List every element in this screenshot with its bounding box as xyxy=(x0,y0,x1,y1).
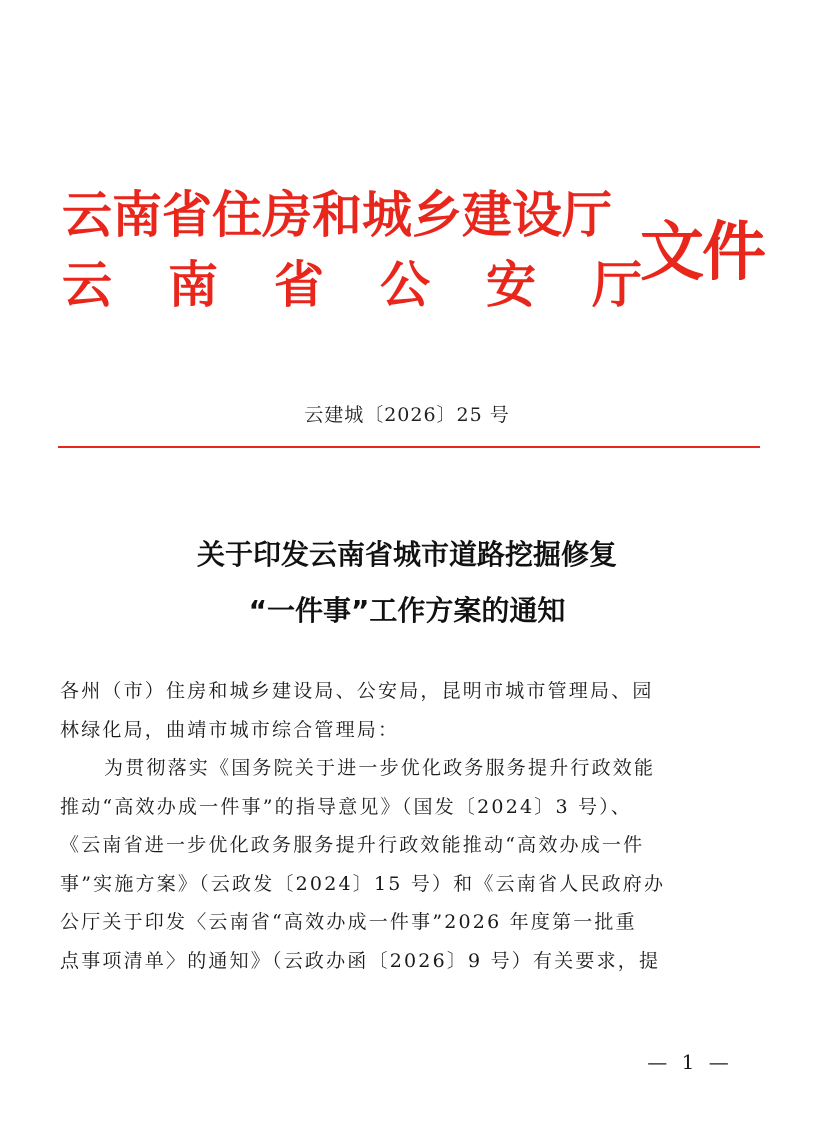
body-line: 点事项清单〉的通知》（云政办函〔2026〕9 号）有关要求，提 xyxy=(60,949,661,972)
red-separator-rule xyxy=(58,446,760,448)
issuer-char: 安 xyxy=(486,255,536,314)
body-line: 公厅关于印发〈云南省“高效办成一件事”2026 年度第一批重 xyxy=(60,911,637,933)
issuer-header xyxy=(62,185,762,335)
issuer-char: 省 xyxy=(274,255,324,314)
title-line: “一件事”工作方案的通知 xyxy=(248,594,566,627)
body-line: 推动“高效办成一件事”的指导意见》（国发〔2024〕3 号）、 xyxy=(60,795,633,818)
issuer-public-security-department xyxy=(62,255,642,315)
body-line: 各州（市）住房和城乡建设局、公安局，昆明市城市管理局、园 xyxy=(60,680,654,702)
body-line: 为贯彻落实《国务院关于进一步优化政务服务提升行政效能 xyxy=(104,757,656,779)
title-line: 关于印发云南省城市道路挖掘修复 xyxy=(196,538,617,571)
issuer-char: 南 xyxy=(168,255,218,314)
page-number: — 1 — xyxy=(647,1050,733,1074)
issuer-char: 厅 xyxy=(592,255,642,314)
issuer-file-suffix: 文件 xyxy=(640,215,764,290)
body-line: 《云南省进一步优化政务服务提升行政效能推动“高效办成一件 xyxy=(60,834,645,856)
document-body xyxy=(60,672,760,980)
issuer-char: 公 xyxy=(380,255,430,314)
issuer-housing-department: 云南省住房和城乡建设厅 xyxy=(62,185,612,244)
body-line: 事”实施方案》（云政发〔2024〕15 号）和《云南省人民政府办 xyxy=(60,872,666,895)
document-number: 云建城〔2026〕25 号 xyxy=(304,404,510,426)
issuer-char: 云 xyxy=(62,255,112,314)
document-title xyxy=(0,527,814,639)
body-line: 林绿化局，曲靖市城市综合管理局： xyxy=(60,718,400,741)
